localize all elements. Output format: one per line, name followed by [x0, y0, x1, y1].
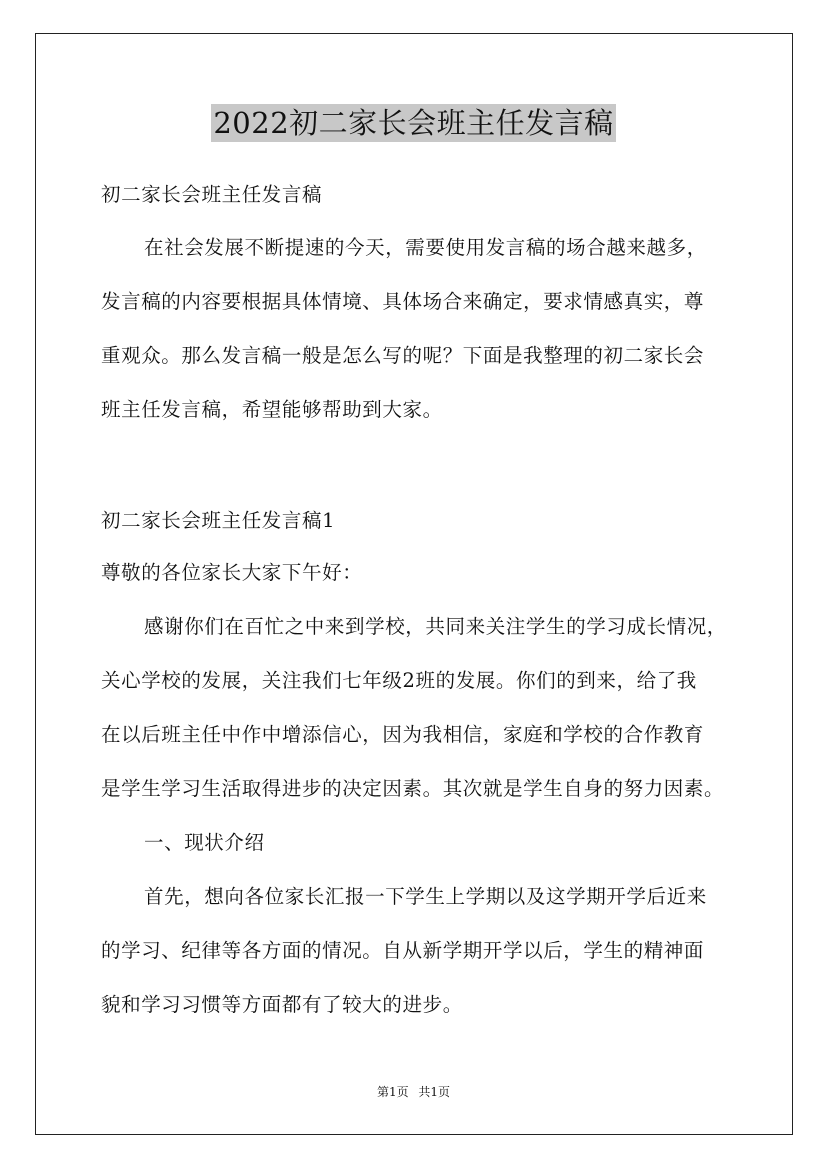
- greeting: 尊敬的各位家长大家下午好：: [101, 561, 363, 584]
- heading-current-status: 一、现状介绍: [144, 831, 265, 854]
- para1-line-3: 在以后班主任中作中增添信心，因为我相信，家庭和学校的合作教育: [101, 723, 705, 746]
- intro-line-2: 发言稿的内容要根据具体情境、具体场合来确定，要求情感真实，尊: [101, 290, 705, 313]
- para2-line-1: 首先，想向各位家长汇报一下学生上学期以及这学期开学后近来: [144, 885, 707, 908]
- document-title: 2022初二家长会班主任发言稿: [213, 106, 614, 140]
- para1-line-4: 是学生学习生活取得进步的决定因素。其次就是学生自身的努力因素。: [101, 777, 725, 800]
- intro-line-3: 重观众。那么发言稿一般是怎么写的呢？下面是我整理的初二家长会: [101, 344, 705, 367]
- intro-line-1: 在社会发展不断提速的今天，需要使用发言稿的场合越来越多，: [144, 236, 707, 259]
- para1-line-1: 感谢你们在百忙之中来到学校，共同来关注学生的学习成长情况，: [144, 615, 727, 638]
- para2-line-2: 的学习、纪律等各方面的情况。自从新学期开学以后，学生的精神面: [101, 939, 705, 962]
- page-footer: [0, 1084, 827, 1100]
- page-number: 第1页: [376, 1085, 409, 1099]
- subtitle: 初二家长会班主任发言稿: [101, 183, 323, 206]
- para1-line-2: 关心学校的发展，关注我们七年级2班的发展。你们的到来，给了我: [101, 669, 697, 692]
- document-title-wrap: [0, 104, 827, 142]
- section-title: 初二家长会班主任发言稿1: [101, 509, 336, 532]
- intro-line-4: 班主任发言稿，希望能够帮助到大家。: [101, 398, 443, 421]
- page-total: 共1页: [418, 1085, 451, 1099]
- para2-line-3: 貌和学习习惯等方面都有了较大的进步。: [101, 993, 463, 1016]
